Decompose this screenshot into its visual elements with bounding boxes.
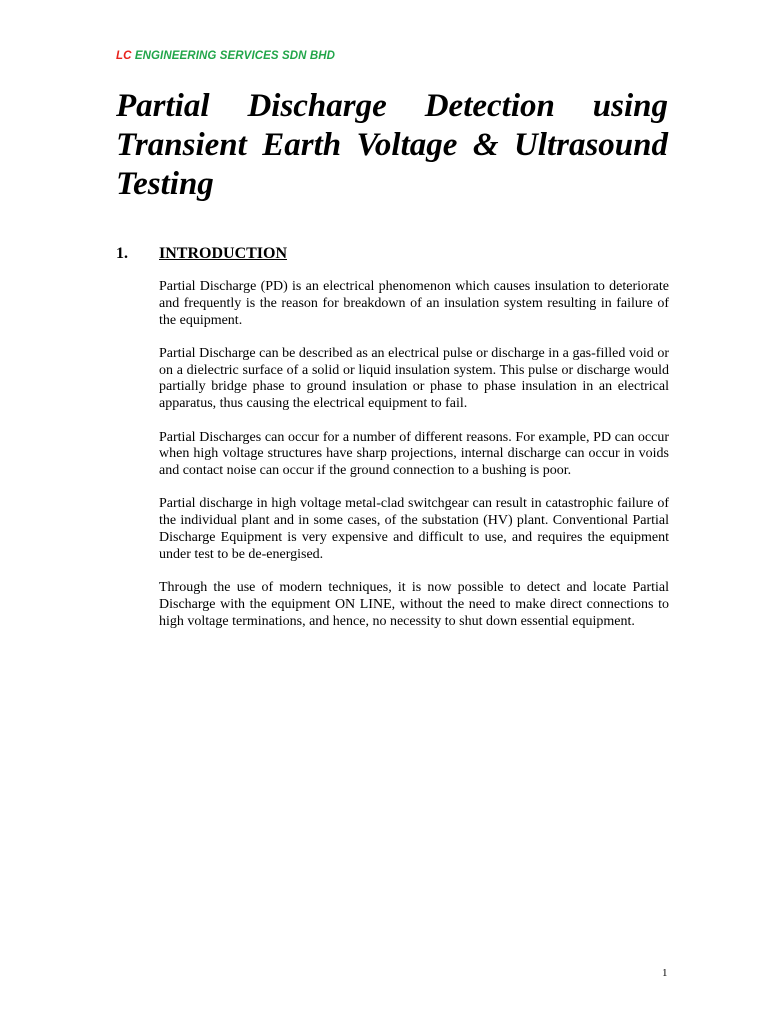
company-name: ENGINEERING SERVICES SDN BHD [134, 50, 336, 62]
section-number: 1. [116, 245, 128, 262]
document-title: Partial Discharge Detection using Transient Earth Voltage & Ultrasound Testing [116, 88, 668, 202]
paragraph: Partial Discharge can be described as an electrical pulse or discharge in a gas-filled void or on a dielectric surface of a solid or liquid insulation system. This pulse or discharge would partially bridge phase to ground insulation or phase to phase insulation in an electrical apparatus, thus causing the electrical equipment to fail. [159, 345, 669, 412]
page-number: 1 [662, 967, 668, 979]
paragraph: Partial discharge in high voltage metal-clad switchgear can result in catastrophic failure of the individual plant and in some cases, of the substation (HV) plant. Conventional Partial Discharge Equipment is very expensive and difficult to use, and requires the equipment under test to be de-energised. [159, 496, 669, 562]
section-title: INTRODUCTION [159, 245, 288, 262]
paragraph: Partial Discharges can occur for a number of different reasons. For example, PD can occur when high voltage structures have sharp projections, internal discharge can occur in voids and contact noise can occur if the ground connection to a bushing is poor. [159, 429, 669, 479]
company-logo-lc: LC [116, 50, 132, 62]
paragraph: Partial Discharge (PD) is an electrical phenomenon which causes insulation to deteriorate and frequently is the reason for breakdown of an insulation system resulting in failure of the equipment. [159, 279, 669, 328]
company-header [116, 50, 335, 62]
paragraph: Through the use of modern techniques, it is now possible to detect and locate Partial Discharge with the equipment ON LINE, without the need to make direct connections to high voltage terminations, and hence, no necessity to shut down essential equipment. [159, 580, 669, 629]
section-heading [116, 244, 287, 264]
section-body [159, 279, 669, 647]
